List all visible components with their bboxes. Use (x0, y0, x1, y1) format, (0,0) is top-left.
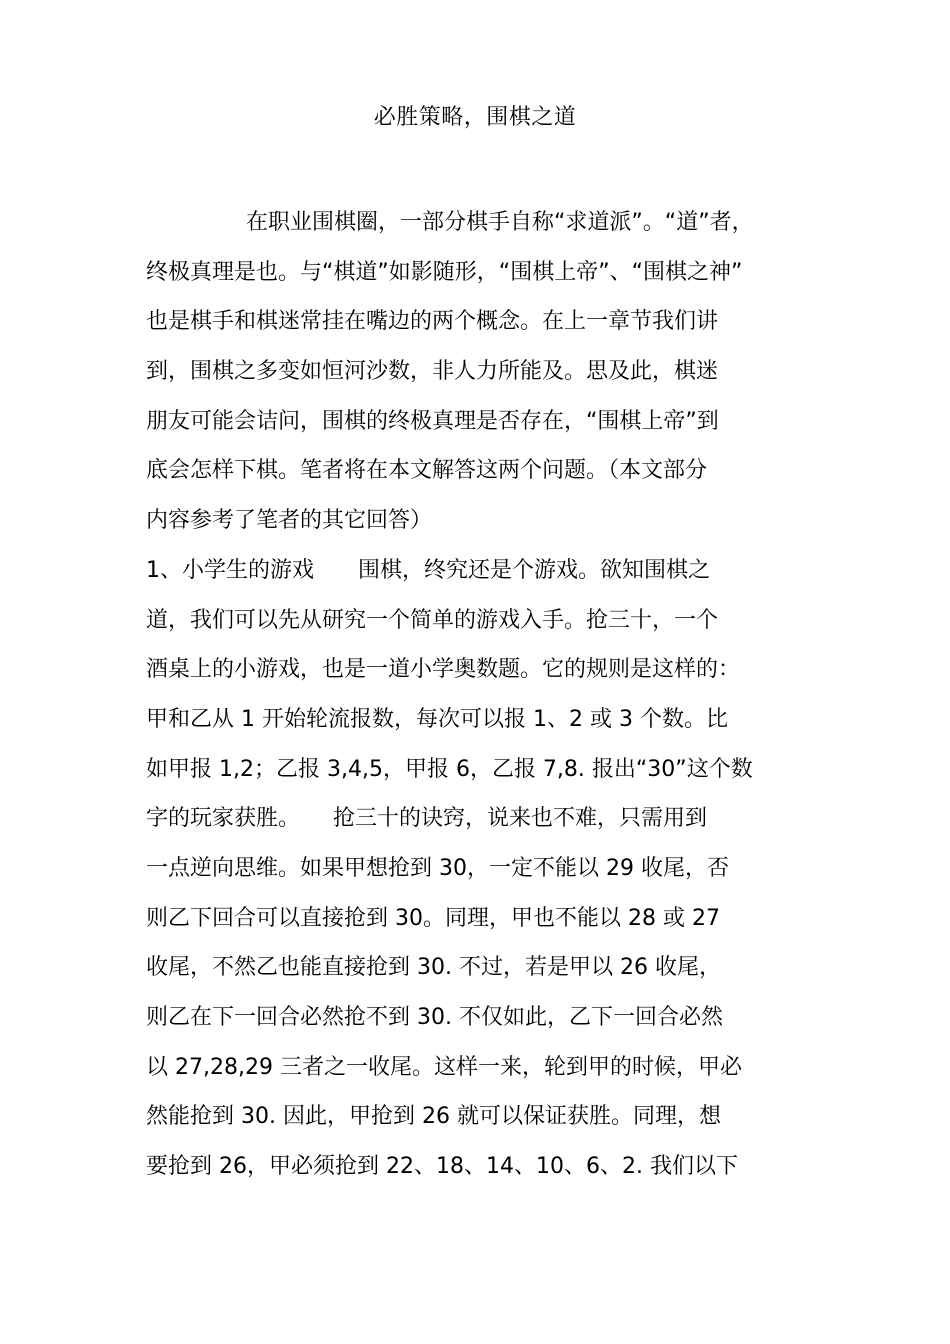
text-line: 酒桌上的小游戏，也是一道小学奥数题。它的规则是这样的： (146, 657, 741, 683)
text-line: 字的玩家获胜。 抢三十的诀窍，说来也不难，只需用到 (146, 806, 708, 832)
text-line: 朋友可能会诘问，围棋的终极真理是否存在，“围棋上帝”到 (146, 408, 719, 434)
text-line: 也是棋手和棋迷常挂在嘴边的两个概念。在上一章节我们讲 (146, 309, 719, 335)
text-line: 终极真理是也。与“棋道”如影随形，“围棋上帝”、“围棋之神” (146, 259, 743, 285)
text-line: 到，围棋之多变如恒河沙数，非人力所能及。思及此，棋迷 (146, 359, 719, 385)
text-line: 1、小学生的游戏 围棋，终究还是个游戏。欲知围棋之 (146, 557, 710, 583)
document-title: 必胜策略，围棋之道 (373, 105, 577, 130)
text-line: 则乙在下一回合必然抢不到 30. 不仅如此，乙下一回合必然 (146, 1005, 723, 1030)
text-line: 要抢到 26，甲必须抢到 22、18、14、10、6、2. 我们以下 (146, 1154, 738, 1180)
text-line: 道，我们可以先从研究一个简单的游戏入手。抢三十，一个 (146, 607, 719, 633)
text-line: 然能抢到 30. 因此，甲抢到 26 就可以保证获胜。同理，想 (146, 1104, 721, 1130)
text-line: 如甲报 1,2；乙报 3,4,5，甲报 6，乙报 7,8. 报出“30”这个数 (146, 756, 753, 782)
text-line: 内容参考了笔者的其它回答） (146, 508, 433, 534)
text-line: 甲和乙从 1 开始轮流报数，每次可以报 1、2 或 3 个数。比 (146, 706, 728, 732)
text-line: 收尾，不然乙也能直接抢到 30. 不过，若是甲以 26 收尾， (146, 955, 721, 981)
text-line: 底会怎样下棋。笔者将在本文解答这两个问题。（本文部分 (146, 458, 708, 484)
text-line: 在职业围棋圈，一部分棋手自称“求道派”。“道”者， (246, 210, 754, 235)
text-line: 则乙下回合可以直接抢到 30。同理，甲也不能以 28 或 27 (146, 905, 720, 931)
text-line: 一点逆向思维。如果甲想抢到 30，一定不能以 29 收尾，否 (146, 855, 729, 881)
document-body (146, 198, 826, 1192)
text-line: 以 27,28,29 三者之一收尾。这样一来，轮到甲的时候，甲必 (146, 1054, 742, 1080)
